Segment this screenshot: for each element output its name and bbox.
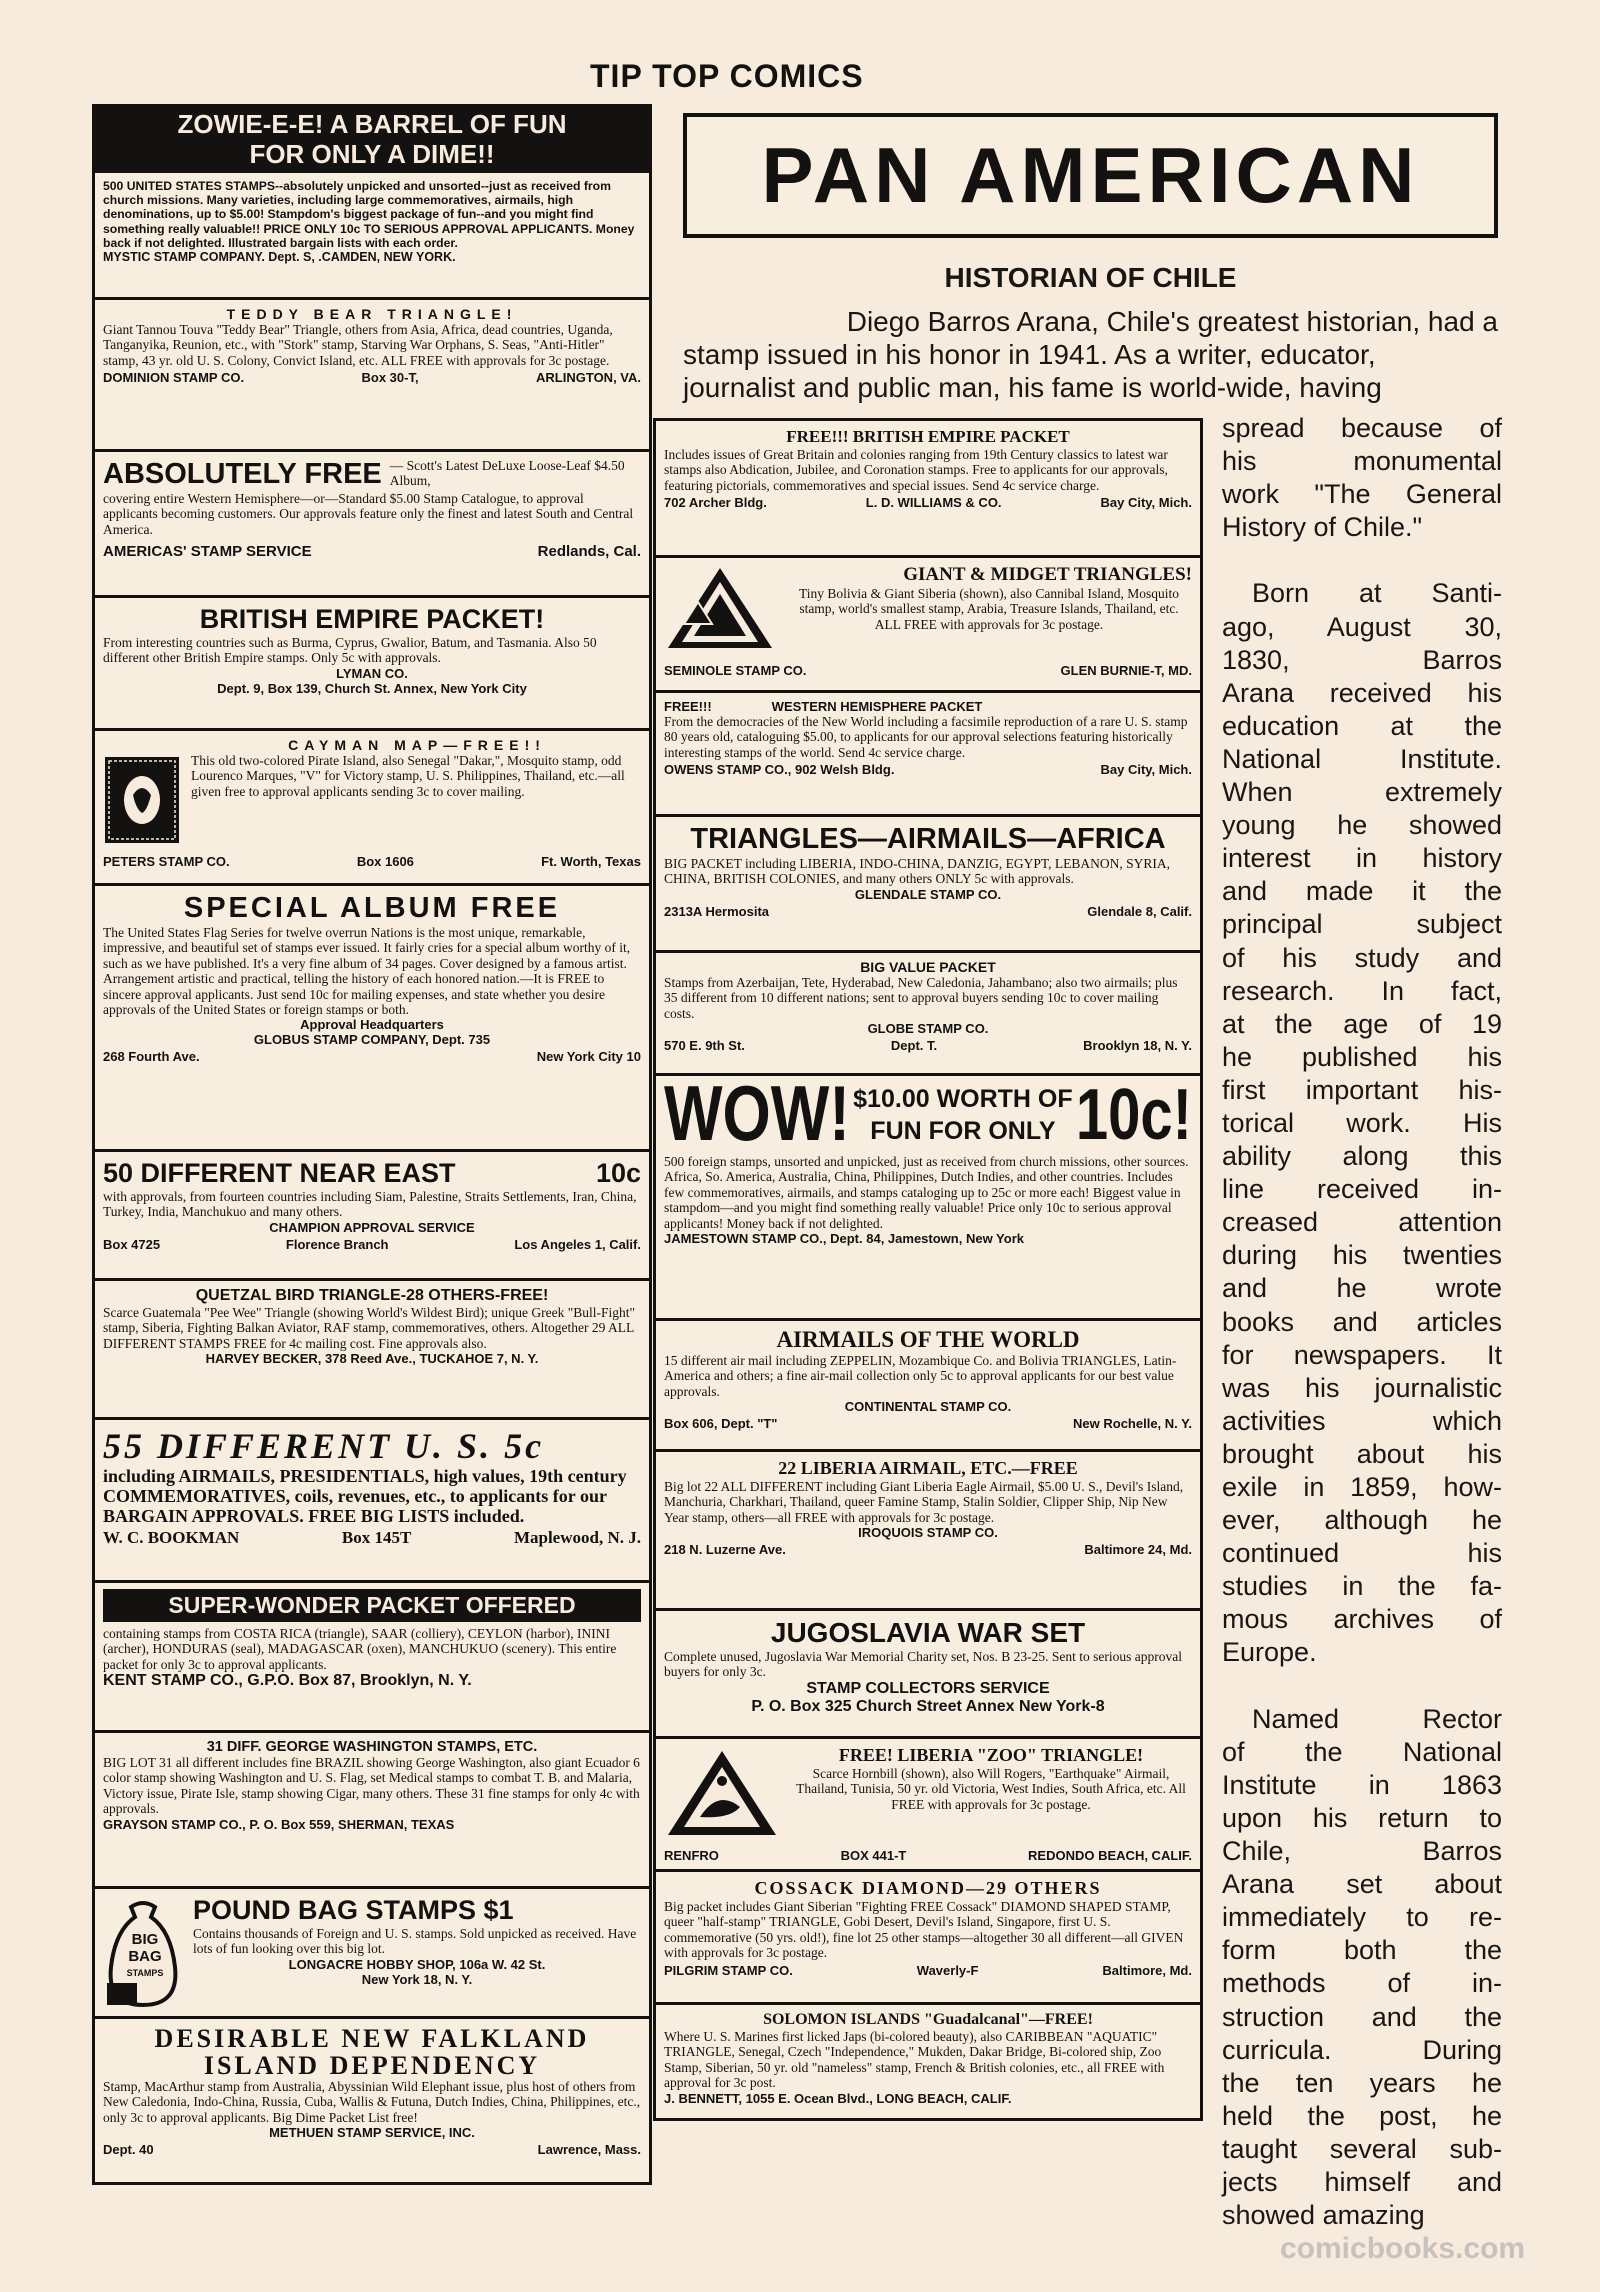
ad-cayman-map	[92, 728, 652, 883]
article-line: immediately to re-	[1222, 1902, 1502, 1933]
ad-title: BIG VALUE PACKET	[860, 959, 996, 975]
ad-title: ABSOLUTELY FREE	[103, 458, 382, 490]
ad-body: Where U. S. Marines first licked Japs (bi-colored beauty), also CARIBBEAN "AQUATIC" TRIANGLE, Senegal, Czech "Independence," Mukden, Dakar Bridge, Bi-colored ship, Zoo Stamp, Siberian, 50 yr. old "nameless" stamp, French & British colonies, etc., all FREE with approval for 3c post.	[664, 2029, 1165, 2091]
ad-title: SUPER-WONDER PACKET OFFERED	[103, 1589, 641, 1622]
article-line: of his study and	[1222, 942, 1502, 973]
ad-body: From interesting countries such as Burma, Cyprus, Gwalior, Batum, and Tasmania. Also 50 different other British Empire stamps. Only 5c with approvals.	[103, 635, 597, 666]
article-line: spread because of	[1222, 413, 1502, 443]
ad-footer-tagline: Approval Headquarters	[300, 1017, 444, 1033]
article-line: upon his return to	[1222, 1802, 1502, 1833]
ad-footer-name: L. D. WILLIAMS & CO.	[865, 495, 1002, 511]
ad-triangles-airmails-africa	[653, 814, 1203, 950]
ad-british-empire	[92, 595, 652, 728]
ad-body: 500 UNITED STATES STAMPS--absolutely unpicked and unsorted--just as received from church missions. Many varieties, including large commemoratives, airmails, high denominations, up to $5.00! Stampdom's biggest package of fun--and you might find something really valuable!! PRICE ONLY 10c TO SERIOUS APPROVAL APPLICANTS. Money back if not delighted. Illustrated bargain lists with each order.	[103, 179, 635, 250]
article-subtitle: HISTORIAN OF CHILE	[944, 262, 1237, 293]
article-line: History of Chile."	[1222, 512, 1423, 543]
ad-title: 50 DIFFERENT NEAR EAST	[103, 1158, 456, 1188]
ad-footer-box: Box 4725	[103, 1236, 161, 1252]
ad-title: SOLOMON ISLANDS "Guadalcanal"—FREE!	[763, 2011, 1093, 2028]
ad-footer-box: Box 1606	[356, 854, 414, 869]
ad-footer-name: PETERS STAMP CO.	[103, 854, 230, 869]
triangle-stamp-icon	[664, 1747, 780, 1844]
article-line: taught several sub-	[1222, 2133, 1502, 2164]
ad-body: Giant Tannou Touva "Teddy Bear" Triangle, others from Asia, Africa, dead countries, Uganda, Tanganyika, Reunion, etc., with "Stork" stamp, Starving War Orphans, S. Seas, "Anti-Hitler" stamp, 43 yr. old U. S. Colony, Convict Island, etc. ALL FREE with approvals for 3c postage.	[103, 322, 613, 368]
article-line: stamp issued in his honor in 1941. As a writer, educator,	[683, 339, 1376, 370]
ad-footer-city: ARLINGTON, VA.	[536, 370, 641, 386]
ad-body: Tiny Bolivia & Giant Siberia (shown), also Cannibal Island, Mosquito stamp, world's smallest stamp, Arabia, Treasure Islands, Thailand, etc. ALL FREE with approvals for 3c postage.	[798, 586, 1180, 632]
ad-body: with approvals, from fourteen countries including Siam, Palestine, Straits Settlements, Iran, China, Turkey, India, Manchukuo and many others.	[103, 1189, 637, 1220]
ad-55-different-us	[92, 1417, 652, 1580]
ad-body: Complete unused, Jugoslavia War Memorial Charity set, Nos. B 23-25. Sent to serious approval buyers for only 3c.	[664, 1649, 1182, 1680]
ad-title: POUND BAG STAMPS $1	[193, 1895, 514, 1925]
ad-title: FREE! LIBERIA "ZOO" TRIANGLE!	[838, 1745, 1144, 1765]
ad-body: The United States Flag Series for twelve overrun Nations is the most unique, remarkable, impressive, and beautiful set of stamps ever issued. It fairly cries for a special album worthy of it, such as we have published. It's a very fine album of 34 pages. Cover designed by a famous artist. Arrangement artistic and practical, telling the history of each honored nation.—It is FREE to sincere approval applicants. Just send 10c for mailing expenses, and state whether you desire approvals of the United States or foreign stamps or both.	[103, 925, 631, 1018]
ad-big-value	[653, 950, 1203, 1073]
ad-title: ZOWIE-E-E! A BARREL OF FUN	[177, 109, 567, 139]
ad-footer-name: AMERICAS' STAMP SERVICE	[103, 543, 312, 561]
ad-footer: P. O. Box 325 Church Street Annex New York-8	[751, 1697, 1105, 1715]
ad-footer-name: GLOBUS STAMP COMPANY, Dept. 735	[253, 1032, 491, 1048]
article-line: held the post, he	[1222, 2100, 1502, 2131]
bag-label: STAMPS	[126, 1968, 164, 1978]
ad-footer-city: REDONDO BEACH, CALIF.	[1028, 1848, 1192, 1863]
ad-footer-box: BOX 441-T	[840, 1848, 907, 1863]
ad-body: Big packet includes Giant Siberian "Fighting FREE Cossack" DIAMOND SHAPED STAMP, queer "half-stamp" TRIANGLE, Gobi Desert, Devil's Island, Singapore, first U. S. commemorative (50 yrs. old!), fine lot 25 other stamps—altogether 30 all different—all GIVEN with approvals for 3c postage.	[664, 1899, 1184, 1961]
article-line: Institute in 1863	[1222, 1769, 1502, 1800]
ad-footer-city: Los Angeles 1, Calif.	[514, 1236, 641, 1252]
ad-body: BIG PACKET including LIBERIA, INDO-CHINA, DANZIG, EGYPT, LEBANON, SYRIA, CHINA, BRITISH COLONIES, and many others ONLY 5c with approvals.	[664, 856, 1170, 887]
ad-footer: KENT STAMP CO., G.P.O. Box 87, Brooklyn, N. Y.	[103, 1672, 472, 1690]
article-line: young he showed	[1222, 810, 1502, 841]
ad-footer-branch: Florence Branch	[285, 1236, 389, 1252]
ad-zowie	[92, 104, 652, 297]
article-line: Europe.	[1222, 1637, 1317, 1668]
ad-title: FREE!!! BRITISH EMPIRE PACKET	[786, 427, 1070, 446]
ad-quetzal-bird	[92, 1278, 652, 1417]
article-line: line received in-	[1222, 1174, 1502, 1205]
article-line: ability along this	[1222, 1141, 1502, 1172]
ad-footer-name: PILGRIM STAMP CO.	[664, 1962, 793, 1978]
article-line: form both the	[1222, 1935, 1502, 1966]
stamp-icon	[103, 755, 181, 850]
ad-body: Includes issues of Great Britain and colonies ranging from 19th Century classics to latest war stamps also Abdication, Jubilee, and Coronation stamps. Free to applicants for our approvals, featuring pictorials, commemoratives and special issues. Send 4c service charge.	[664, 447, 1168, 493]
ad-footer-box: Box 606, Dept. "T"	[664, 1416, 778, 1432]
ad-title: BRITISH EMPIRE PACKET!	[199, 604, 545, 634]
ad-falkland	[92, 2016, 652, 2185]
ad-near-east	[92, 1149, 652, 1278]
ad-title: FUN FOR ONLY	[870, 1117, 1056, 1145]
ad-title: ISLAND DEPENDENCY	[203, 2051, 541, 2080]
ad-body: Contains thousands of Foreign and U. S. stamps. Sold unpicked as received. Have lots of fun looking over this big lot.	[193, 1926, 637, 1957]
ad-footer-address: 702 Archer Bldg.	[664, 495, 767, 511]
ad-body: Scarce Guatemala "Pee Wee" Triangle (showing World's Wildest Bird); unique Greek "Bull-Fight" stamp, Siberia, Fighting Balkan Aviator, RAF stamp, commemoratives, others. Altogether 29 ALL DIFFERENT STAMPS FREE for 4c mailing cost. Fine approvals also.	[103, 1305, 636, 1351]
article-intro	[683, 305, 1498, 404]
ad-absolutely-free	[92, 449, 652, 595]
article-line: Arana received his	[1222, 677, 1502, 708]
ad-footer-city: Brooklyn 18, N. Y.	[1083, 1038, 1192, 1054]
ad-title: TEDDY BEAR TRIANGLE!	[226, 306, 518, 322]
ad-footer-box: Box 30-T,	[361, 370, 419, 386]
ad-title: CAYMAN MAP—FREE!!	[288, 737, 546, 753]
article-line: Born at Santi-	[1252, 578, 1502, 609]
ad-solomon-islands	[653, 2002, 1203, 2121]
article-line: education at the	[1222, 710, 1502, 741]
ad-title: WOW!	[664, 1073, 850, 1158]
ad-footer-city: New York City 10	[536, 1049, 641, 1065]
ad-footer-city: Glendale 8, Calif.	[1087, 903, 1192, 919]
article-line: first important his-	[1222, 1074, 1502, 1105]
stamp-bag-icon	[103, 1899, 183, 2009]
ad-footer-dept: Dept. 40	[103, 2142, 154, 2158]
ad-footer-name: LYMAN CO.	[336, 665, 408, 681]
ad-footer-name: METHUEN STAMP SERVICE, INC.	[269, 2125, 475, 2141]
ad-footer-name: STAMP COLLECTORS SERVICE	[806, 1679, 1050, 1697]
article-line: journalist and public man, his fame is world-wide, having	[683, 372, 1382, 403]
ad-title: TRIANGLES—AIRMAILS—AFRICA	[690, 823, 1166, 855]
article-line: struction and the	[1222, 2001, 1502, 2032]
bag-label: BAG	[128, 1948, 162, 1965]
ad-footer-city: New Rochelle, N. Y.	[1073, 1416, 1192, 1432]
article-line: and made it the	[1222, 876, 1502, 907]
ad-footer-name: IROQUOIS STAMP CO.	[858, 1525, 998, 1541]
ad-title: COSSACK DIAMOND—29 OTHERS	[754, 1878, 1102, 1898]
ad-footer-address: 2313A Hermosita	[664, 903, 770, 919]
ad-title: 55 DIFFERENT U. S. 5c	[103, 1426, 545, 1466]
ad-title: $10.00 WORTH OF	[853, 1085, 1073, 1113]
ad-giant-midget	[653, 555, 1203, 690]
article-line: ever, although he	[1222, 1505, 1502, 1536]
ad-super-wonder	[92, 1580, 652, 1730]
article-line: work "The General	[1222, 479, 1502, 510]
article-line: principal subject	[1222, 909, 1502, 940]
left-ad-column	[92, 104, 652, 2185]
article-line: ago, August 30,	[1222, 611, 1502, 642]
ad-footer-city: New York 18, N. Y.	[361, 1971, 473, 1987]
ad-footer-name: RENFRO	[664, 1848, 719, 1863]
ad-title-prefix: FREE!!!	[664, 699, 712, 714]
ad-body: Scarce Hornbill (shown), also Will Rogers, "Earthquake" Airmail, Thailand, Tunisia, 50 yr. old Victoria, West Indies, South Africa, etc. All FREE with approvals for 3c postage.	[796, 1766, 1186, 1812]
article-line: methods of in-	[1222, 1968, 1502, 1999]
ad-liberia-zoo	[653, 1736, 1203, 1869]
ad-cossack-diamond	[653, 1869, 1203, 2002]
article-line	[1222, 1670, 1502, 1703]
ad-footer-name: DOMINION STAMP CO.	[103, 370, 245, 386]
ad-title: DESIRABLE NEW FALKLAND	[154, 2024, 590, 2053]
ad-body: including AIRMAILS, PRESIDENTIALS, high values, 19th century COMMEMORATIVES, coils, revenues, etc., to applicants for our BARGAIN APPROVALS. FREE BIG LISTS included.	[103, 1466, 627, 1526]
ad-footer-name: GLENDALE STAMP CO.	[854, 886, 1002, 902]
article-line: torical work. His	[1222, 1107, 1502, 1138]
article-line: studies in the fa-	[1222, 1571, 1502, 1602]
article-body-column	[1222, 412, 1502, 2232]
article-line: jects himself and	[1222, 2166, 1502, 2197]
article-line: books and articles	[1222, 1306, 1502, 1337]
ad-footer-name: W. C. BOOKMAN	[103, 1528, 240, 1547]
ad-title: GIANT & MIDGET TRIANGLES!	[903, 564, 1192, 585]
article-line: of the National	[1222, 1736, 1502, 1767]
article-line: interest in history	[1222, 843, 1502, 874]
ad-price: 10c!	[1075, 1073, 1192, 1155]
article-line	[1222, 544, 1502, 577]
ad-footer: GRAYSON STAMP CO., P. O. Box 559, SHERMAN, TEXAS	[103, 1816, 455, 1832]
ad-liberia-airmail	[653, 1449, 1203, 1608]
article-line: activities which	[1222, 1405, 1502, 1436]
ad-title: 31 DIFF. GEORGE WASHINGTON STAMPS, ETC.	[206, 1739, 538, 1755]
article-line: for newspapers. It	[1222, 1339, 1502, 1370]
article-line: his monumental	[1222, 446, 1502, 477]
article-line: When extremely	[1222, 777, 1502, 808]
ad-teddy-bear	[92, 297, 652, 449]
article-line: Arana set about	[1222, 1869, 1502, 1900]
ad-footer-city: Baltimore, Md.	[1102, 1962, 1192, 1978]
ad-title: FOR ONLY A DIME!!	[249, 139, 495, 169]
ad-footer-city: Baltimore 24, Md.	[1084, 1542, 1192, 1558]
article-line: curricula. During	[1222, 2034, 1502, 2065]
ad-footer-address: 268 Fourth Ave.	[103, 1049, 200, 1065]
ad-body: containing stamps from COSTA RICA (triangle), SAAR (colliery), CEYLON (harbor), ININI (archer), HONDURAS (seal), MADAGASCAR (oxen), MANCHUKUO (scenery). This entire packet for only 3c to approval applicants.	[103, 1626, 617, 1672]
ad-footer: JAMESTOWN STAMP CO., Dept. 84, Jamestown, New York	[664, 1231, 1024, 1247]
ad-body: From the democracies of the New World including a facsimile reproduction of a rare U. S. stamp 80 years old, cataloguing $5.00, to applicants for our approval selections featuring historically interesting stamps of the world. Send 4c service charge.	[664, 714, 1188, 760]
ad-western-hemisphere	[653, 690, 1203, 814]
ad-title: 22 LIBERIA AIRMAIL, ETC.—FREE	[778, 1458, 1078, 1478]
article-line: Chile, Barros	[1222, 1836, 1502, 1867]
ad-footer-city: GLEN BURNIE-T, MD.	[1060, 663, 1192, 678]
ad-footer-city: Maplewood, N. J.	[513, 1528, 641, 1547]
site-watermark: comicbooks.com	[1280, 2232, 1526, 2265]
ad-body: Stamp, MacArthur stamp from Australia, Abyssinian Wild Elephant issue, plus host of others from New Caledonia, Indo-China, Russia, Cuba, Wallis & Futuna, Dutch Indies, China, Philippines, etc., only 3c to approval applicants. Big Dime Packet List free!	[103, 2079, 641, 2125]
article-line: 1830, Barros	[1222, 644, 1502, 675]
article-line: he published his	[1222, 1041, 1502, 1072]
ad-special-album	[92, 883, 652, 1149]
ad-footer: J. BENNETT, 1055 E. Ocean Blvd., LONG BEACH, CALIF.	[664, 2090, 1012, 2106]
ad-footer-city: Ft. Worth, Texas	[541, 854, 641, 869]
ad-footer-box: Box 145T	[341, 1528, 412, 1547]
article-line: was his journalistic	[1222, 1372, 1502, 1403]
ad-footer-name: CHAMPION APPROVAL SERVICE	[269, 1219, 475, 1235]
ad-george-washington	[92, 1730, 652, 1886]
article-title-box	[683, 113, 1498, 238]
ad-body: This old two-colored Pirate Island, also Senegal "Dakar,", Mosquito stamp, odd Lourenco Marques, "V" for Victory stamp, U. S. Philippines, Thailand, etc.—all given free to approval applicants sending 3c to cover mailing.	[191, 753, 625, 799]
ad-footer-city: Bay City, Mich.	[1100, 762, 1192, 778]
article-line: the ten years he	[1222, 2067, 1502, 2098]
article-line: creased attention	[1222, 1207, 1502, 1238]
ad-footer-address: 570 E. 9th St.	[664, 1038, 745, 1054]
ad-footer-name: CONTINENTAL STAMP CO.	[844, 1399, 1012, 1415]
article-line: Named Rector	[1252, 1703, 1502, 1734]
ad-wow	[653, 1073, 1203, 1318]
page-header: TIP TOP COMICS	[590, 58, 864, 94]
ad-footer-address: Dept. 9, Box 139, Church St. Annex, New York City	[217, 680, 527, 696]
article-line: at the age of 19	[1222, 1008, 1502, 1039]
ad-footer-name: OWENS STAMP CO., 902 Welsh Bldg.	[664, 762, 895, 778]
article-line: brought about his	[1222, 1438, 1502, 1469]
ad-title: WESTERN HEMISPHERE PACKET	[771, 699, 983, 714]
ad-body: 500 foreign stamps, unsorted and unpicked, just as received from church missions, other sources. Africa, So. America, Australia, China, Philippines, Dutch Indies, and other countries. Includes few commemoratives, airmails, and stamps cataloging up to 25c or more each! Biggest value in stampdom—and you might find something really valuable! Price only 10c to serious approval applicants! Money back if not delighted.	[664, 1154, 1189, 1231]
ad-pound-bag	[92, 1886, 652, 2016]
ad-body: covering entire Western Hemisphere—or—Standard $5.00 Stamp Catalogue, to approval applicants becoming customers. Our approvals feature only the finest and latest South and Central America.	[103, 491, 634, 537]
ad-title-side: — Scott's Latest DeLuxe Loose-Leaf $4.50 Album,	[389, 458, 625, 488]
ad-title: SPECIAL ALBUM FREE	[183, 892, 561, 924]
ad-airmails-world	[653, 1318, 1203, 1449]
article-line: research. In fact,	[1222, 975, 1502, 1006]
article-line: showed amazing	[1222, 2200, 1425, 2231]
middle-ad-column	[653, 418, 1203, 2121]
ad-body: Stamps from Azerbaijan, Tete, Hyderabad, New Caledonia, Jahambano; also two airmails; plus 35 different from 10 different nations; sent to approval buyers sending 10c to cover mailing costs.	[664, 975, 1178, 1021]
ad-footer: MYSTIC STAMP COMPANY. Dept. S, .CAMDEN, NEW YORK.	[103, 250, 456, 265]
ad-footer-dept: Dept. T.	[890, 1038, 938, 1054]
ad-footer-city: Lawrence, Mass.	[537, 2142, 641, 2158]
ad-title: AIRMAILS OF THE WORLD	[776, 1327, 1080, 1352]
ad-footer-city: Bay City, Mich.	[1100, 495, 1192, 511]
ad-price: 10c	[595, 1158, 641, 1188]
article-line: continued his	[1222, 1538, 1502, 1569]
article-line: exile in 1859, how-	[1222, 1472, 1502, 1502]
article-line: Diego Barros Arana, Chile's greatest historian, had a	[846, 306, 1498, 337]
article-line: National Institute.	[1222, 743, 1502, 774]
ad-body: Big lot 22 ALL DIFFERENT including Giant Liberia Eagle Airmail, $5.00 U. S., Devil's Island, Manchuria, Charkhari, Thailand, queer Famine Stamp, Stalin Soldier, Clipper Ship, Nip New Year stamp, others—all FREE with approvals for 3c postage.	[664, 1479, 1184, 1525]
ad-body: BIG LOT 31 all different includes fine BRAZIL showing George Washington, also giant Ecuador 6 color stamp showing Washington and U. S. Flag, set Medical stamps to combat T. B. and Malaria, Victory issue, Pirate Isle, stamp showing Cigar, many others. These 31 fine stamps for only 4c with approvals.	[103, 1755, 640, 1817]
ad-free-british-empire	[653, 418, 1203, 555]
triangle-stamp-icon	[664, 564, 776, 659]
ad-footer-box: Waverly-F	[916, 1962, 979, 1978]
ad-title: QUETZAL BIRD TRIANGLE-28 OTHERS-FREE!	[195, 1287, 549, 1304]
ad-footer: HARVEY BECKER, 378 Reed Ave., TUCKAHOE 7, N. Y.	[205, 1351, 539, 1367]
ad-footer-city: Redlands, Cal.	[537, 543, 641, 561]
article-line: and he wrote	[1222, 1273, 1502, 1304]
ad-jugoslavia	[653, 1608, 1203, 1736]
article-line: during his twenties	[1222, 1240, 1502, 1271]
ad-footer-name: GLOBE STAMP CO.	[867, 1021, 989, 1037]
ad-body: 15 different air mail including ZEPPELIN, Mozambique Co. and Bolivia TRIANGLES, Latin-America and others; a fine air-mail collection only 5c to approval applicants for our best value approvals.	[664, 1353, 1177, 1399]
bag-label: BIG	[131, 1931, 159, 1948]
ad-footer-name: LONGACRE HOBBY SHOP, 106a W. 42 St.	[288, 1956, 546, 1972]
ad-footer-address: 218 N. Luzerne Ave.	[664, 1542, 786, 1558]
article-title: PAN AMERICAN	[761, 131, 1420, 219]
ad-title: JUGOSLAVIA WAR SET	[770, 1617, 1086, 1648]
ad-footer-name: SEMINOLE STAMP CO.	[664, 663, 807, 678]
article-line: mous archives of	[1222, 1604, 1502, 1635]
